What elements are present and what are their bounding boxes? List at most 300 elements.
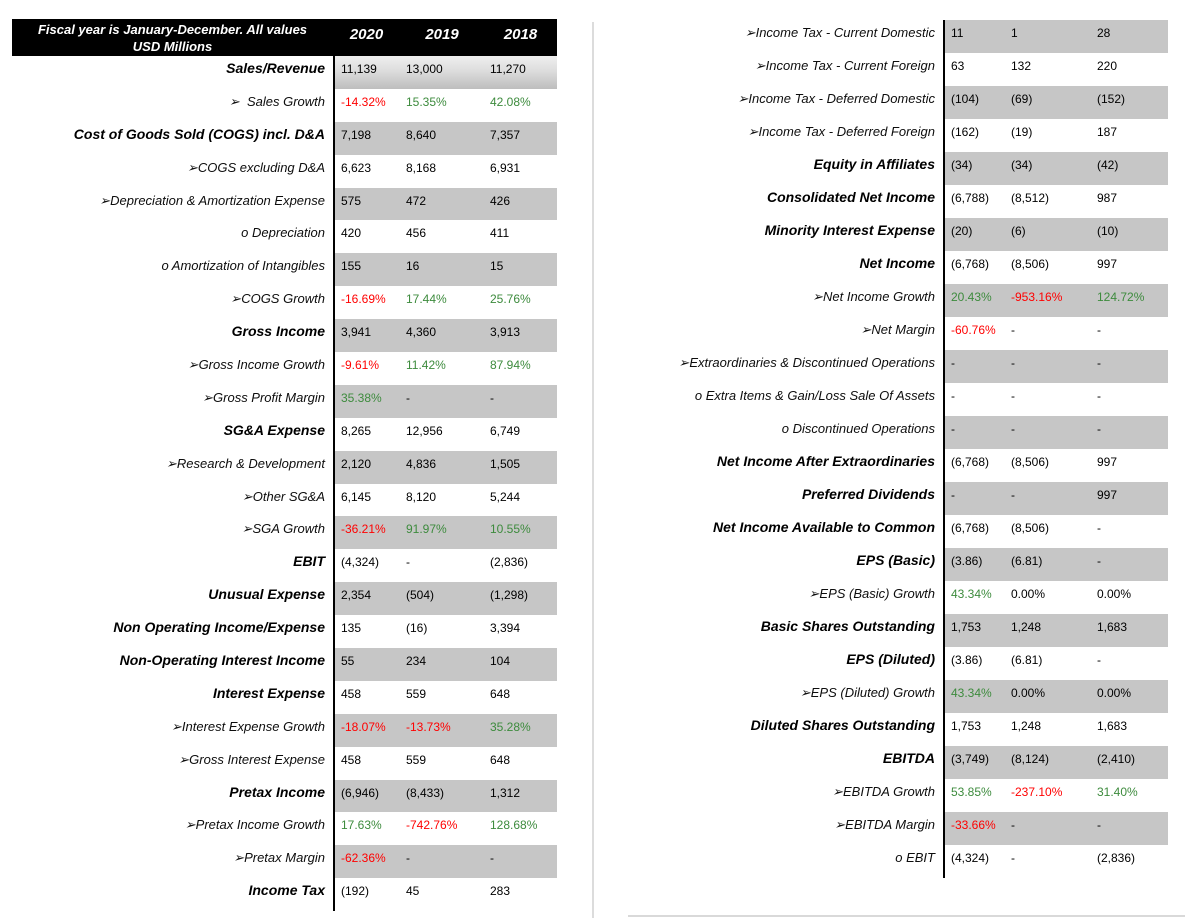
cell-value-2020: 8,265 — [341, 423, 372, 438]
row-values — [943, 746, 1168, 779]
cell-value-2020: 7,198 — [341, 127, 372, 142]
row-label: o Discontinued Operations — [781, 421, 935, 436]
cell-value-2019: - — [1011, 488, 1015, 502]
row-values — [943, 779, 1168, 812]
cell-value-2019: 1,248 — [1011, 620, 1042, 634]
table-title — [12, 19, 333, 56]
cell-value-2018: 87.94% — [490, 358, 531, 373]
table-row — [12, 582, 557, 615]
row-values — [943, 482, 1168, 515]
row-label: o EBIT — [895, 850, 935, 865]
row-label: Equity in Affiliates — [813, 156, 935, 172]
row-label[interactable]: ➢EBITDA Margin — [834, 817, 935, 832]
cell-value-2018: 6,749 — [490, 423, 521, 438]
right-table-body — [620, 20, 1168, 878]
table-row — [12, 615, 557, 648]
cell-value-2020: 3,941 — [341, 325, 372, 340]
row-label[interactable]: ➢Research & Development — [165, 455, 325, 471]
table-row — [12, 714, 557, 747]
table-row — [620, 251, 1168, 284]
column-header-2020: 2020 — [349, 26, 384, 43]
row-label[interactable]: ➢Gross Interest Expense — [178, 751, 325, 767]
cell-value-2018: 997 — [1097, 488, 1118, 502]
cell-value-2019: (8,512) — [1011, 191, 1050, 205]
cell-value-2018: 3,913 — [490, 325, 521, 340]
cell-value-2020: 2,120 — [341, 456, 372, 471]
cell-value-2020: 6,623 — [341, 160, 372, 175]
table-row — [12, 89, 557, 122]
cell-value-2019: - — [1011, 356, 1015, 370]
table-row — [12, 451, 557, 484]
cell-value-2019: (6.81) — [1011, 653, 1043, 667]
cell-value-2020: 458 — [341, 752, 362, 767]
year-columns-header — [333, 19, 557, 56]
table-row — [620, 383, 1168, 416]
table-row — [12, 747, 557, 780]
cell-value-2019: -13.73% — [406, 719, 451, 734]
row-values — [333, 56, 557, 89]
row-values — [943, 581, 1168, 614]
table-row — [12, 352, 557, 385]
cell-value-2019: (6.81) — [1011, 554, 1043, 568]
row-values — [333, 549, 557, 582]
row-label: Consolidated Net Income — [766, 189, 935, 205]
row-values — [943, 284, 1168, 317]
cell-value-2018: 0.00% — [1097, 686, 1132, 700]
row-label[interactable]: ➢COGS Growth — [230, 291, 325, 307]
income-statement-table-right — [620, 20, 1168, 878]
cell-value-2020: -14.32% — [341, 94, 386, 109]
cell-value-2019: 234 — [406, 654, 427, 669]
row-values — [333, 812, 557, 845]
cell-value-2019: 8,120 — [406, 489, 437, 504]
row-values — [333, 681, 557, 714]
cell-value-2019: 472 — [406, 193, 427, 208]
table-row — [620, 53, 1168, 86]
row-values — [943, 383, 1168, 416]
cell-value-2020: (20) — [951, 224, 973, 238]
row-values — [333, 286, 557, 319]
row-values — [943, 647, 1168, 680]
cell-value-2020: -62.36% — [341, 851, 386, 866]
row-label: Basic Shares Outstanding — [760, 618, 935, 634]
table-row — [620, 812, 1168, 845]
table-row — [620, 482, 1168, 515]
cell-value-2020: - — [951, 422, 955, 436]
row-values — [333, 220, 557, 253]
cell-value-2019: - — [406, 555, 410, 570]
cell-value-2019: - — [1011, 818, 1015, 832]
row-label: Non-Operating Interest Income — [119, 652, 325, 669]
cell-value-2020: (3.86) — [951, 653, 983, 667]
cell-value-2018: (10) — [1097, 224, 1119, 238]
row-label: Interest Expense — [212, 684, 325, 701]
row-values — [333, 484, 557, 517]
table-row — [12, 484, 557, 517]
table-row — [12, 220, 557, 253]
cell-value-2018: 104 — [490, 654, 511, 669]
cell-value-2018: 10.55% — [490, 522, 531, 537]
row-values — [943, 680, 1168, 713]
row-label: Minority Interest Expense — [764, 222, 935, 238]
table-row — [12, 780, 557, 813]
table-row — [12, 286, 557, 319]
row-values — [943, 251, 1168, 284]
cell-value-2020: -36.21% — [341, 522, 386, 537]
row-values — [333, 714, 557, 747]
cell-value-2019: - — [1011, 422, 1015, 436]
row-label[interactable]: ➢EPS (Diluted) Growth — [799, 685, 935, 700]
cell-value-2018: - — [490, 851, 494, 866]
row-label[interactable]: ➢ Sales Growth — [228, 93, 325, 109]
row-values — [333, 89, 557, 122]
table-row — [12, 845, 557, 878]
cell-value-2019: - — [1011, 323, 1015, 337]
row-label: Gross Income — [231, 323, 325, 340]
cell-value-2020: 11 — [951, 26, 964, 40]
cell-value-2018: 411 — [490, 226, 510, 241]
cell-value-2018: - — [490, 390, 494, 405]
cell-value-2019: (504) — [406, 588, 435, 603]
cell-value-2019: 12,956 — [406, 423, 443, 438]
row-values — [333, 648, 557, 681]
cell-value-2018: (2,836) — [1097, 851, 1136, 865]
table-title-line2: USD Millions — [132, 38, 213, 54]
row-values — [943, 614, 1168, 647]
row-label[interactable]: ➢EBITDA Growth — [832, 784, 935, 799]
column-header-2019: 2019 — [425, 26, 459, 43]
cell-value-2020: (6,768) — [951, 455, 990, 469]
row-label: EPS (Basic) — [856, 552, 935, 568]
cell-value-2018: 220 — [1097, 59, 1118, 73]
row-values — [333, 516, 557, 549]
row-values — [333, 352, 557, 385]
cell-value-2020: 53.85% — [951, 785, 992, 799]
row-label[interactable]: ➢COGS excluding D&A — [186, 159, 325, 175]
row-label[interactable]: ➢Extraordinaries & Discontinued Operations — [678, 355, 935, 370]
table-row — [12, 812, 557, 845]
cell-value-2020: -18.07% — [341, 719, 386, 734]
cell-value-2019: (8,506) — [1011, 455, 1050, 469]
cell-value-2020: (34) — [951, 158, 973, 172]
row-label[interactable]: ➢Gross Income Growth — [187, 357, 325, 373]
row-label[interactable]: ➢Pretax Margin — [233, 850, 325, 866]
cell-value-2019: 17.44% — [406, 292, 447, 307]
cell-value-2019: 91.97% — [406, 522, 447, 537]
row-values — [333, 780, 557, 813]
cell-value-2018: - — [1097, 818, 1101, 832]
cell-value-2018: - — [1097, 389, 1101, 403]
row-label: Preferred Dividends — [801, 486, 935, 502]
table-row — [620, 680, 1168, 713]
cell-value-2018: 5,244 — [490, 489, 521, 504]
row-values — [333, 122, 557, 155]
cell-value-2019: 132 — [1011, 59, 1032, 73]
row-values — [943, 845, 1168, 878]
row-values — [943, 86, 1168, 119]
row-values — [333, 747, 557, 780]
cell-value-2018: (2,836) — [490, 555, 529, 570]
row-label: Income Tax — [248, 882, 325, 899]
cell-value-2019: -237.10% — [1011, 785, 1063, 799]
cell-value-2020: 135 — [341, 621, 362, 636]
row-label: Diluted Shares Outstanding — [750, 717, 935, 733]
table-row — [12, 56, 557, 89]
cell-value-2020: -16.69% — [341, 292, 386, 307]
table-row — [620, 119, 1168, 152]
cell-value-2019: -742.76% — [406, 818, 458, 833]
cell-value-2020: (3.86) — [951, 554, 983, 568]
cell-value-2019: 45 — [406, 884, 420, 899]
cell-value-2020: 63 — [951, 59, 965, 73]
row-values — [943, 515, 1168, 548]
row-values — [333, 878, 557, 911]
row-label[interactable]: ➢Gross Profit Margin — [202, 389, 325, 405]
row-label[interactable]: ➢Net Margin — [860, 322, 935, 337]
cell-value-2018: - — [1097, 356, 1101, 370]
row-values — [333, 615, 557, 648]
cell-value-2020: (104) — [951, 92, 980, 106]
cell-value-2019: 559 — [406, 752, 427, 767]
table-row — [12, 122, 557, 155]
cell-value-2018: - — [1097, 653, 1101, 667]
cell-value-2019: 1 — [1011, 26, 1018, 40]
cell-value-2018: 426 — [490, 193, 511, 208]
row-values — [333, 418, 557, 451]
row-label[interactable]: ➢Other SG&A — [241, 488, 325, 504]
row-label[interactable]: ➢Interest Expense Growth — [171, 718, 325, 734]
cell-value-2020: 1,753 — [951, 620, 982, 634]
cell-value-2018: 124.72% — [1097, 290, 1145, 304]
cell-value-2020: 43.34% — [951, 686, 992, 700]
row-label[interactable]: ➢SGA Growth — [241, 521, 325, 537]
cell-value-2019: 13,000 — [406, 62, 443, 76]
table-row — [620, 317, 1168, 350]
table-row — [12, 516, 557, 549]
cell-value-2019: (8,124) — [1011, 752, 1050, 766]
cell-value-2018: 25.76% — [490, 292, 531, 307]
table-row — [620, 350, 1168, 383]
cell-value-2018: 31.40% — [1097, 785, 1138, 799]
cell-value-2020: (6,788) — [951, 191, 990, 205]
cell-value-2018: 997 — [1097, 257, 1118, 271]
cell-value-2018: 7,357 — [490, 127, 521, 142]
row-values — [333, 385, 557, 418]
row-label[interactable]: ➢EPS (Basic) Growth — [808, 586, 935, 601]
panel-divider-line — [592, 22, 594, 918]
cell-value-2018: 987 — [1097, 191, 1118, 205]
cell-value-2020: - — [951, 356, 955, 370]
row-values — [333, 845, 557, 878]
cell-value-2019: - — [1011, 851, 1015, 865]
cell-value-2019: 8,640 — [406, 127, 437, 142]
cell-value-2018: (152) — [1097, 92, 1126, 106]
row-values — [943, 317, 1168, 350]
row-label: EPS (Diluted) — [846, 651, 935, 667]
row-values — [943, 713, 1168, 746]
cell-value-2018: (1,298) — [490, 588, 529, 603]
cell-value-2020: 420 — [341, 226, 362, 241]
table-row — [12, 418, 557, 451]
row-label: Sales/Revenue — [226, 60, 325, 76]
table-row — [620, 746, 1168, 779]
cell-value-2019: (34) — [1011, 158, 1033, 172]
row-label: Net Income After Extraordinaries — [716, 453, 935, 469]
cell-value-2019: (19) — [1011, 125, 1033, 139]
cell-value-2018: 6,931 — [490, 160, 521, 175]
row-label: o Amortization of Intangibles — [161, 258, 325, 274]
cell-value-2019: 4,360 — [406, 325, 437, 340]
row-label[interactable]: ➢Income Tax - Deferred Domestic — [737, 91, 935, 106]
row-values — [943, 152, 1168, 185]
cell-value-2019: 559 — [406, 686, 427, 701]
table-row — [620, 845, 1168, 878]
cell-value-2018: 15 — [490, 259, 504, 274]
table-row — [620, 218, 1168, 251]
cell-value-2018: 1,505 — [490, 456, 521, 471]
table-row — [12, 648, 557, 681]
row-values — [943, 185, 1168, 218]
cell-value-2019: (69) — [1011, 92, 1033, 106]
cell-value-2020: 1,753 — [951, 719, 982, 733]
cell-value-2020: 575 — [341, 193, 362, 208]
table-row — [12, 155, 557, 188]
cell-value-2019: (8,506) — [1011, 257, 1050, 271]
table-row — [620, 779, 1168, 812]
row-values — [943, 119, 1168, 152]
cell-value-2018: 187 — [1097, 125, 1118, 139]
table-row — [620, 614, 1168, 647]
table-row — [620, 548, 1168, 581]
cell-value-2019: 11.42% — [406, 358, 446, 373]
cell-value-2018: 1,683 — [1097, 620, 1128, 634]
cell-value-2019: 1,248 — [1011, 719, 1042, 733]
column-header-2018: 2018 — [503, 26, 538, 43]
cell-value-2020: 155 — [341, 259, 362, 274]
row-label[interactable]: ➢Depreciation & Amortization Expense — [99, 192, 325, 208]
cell-value-2018: 35.28% — [490, 719, 531, 734]
table-row — [620, 416, 1168, 449]
cell-value-2020: 17.63% — [341, 818, 382, 833]
cell-value-2020: (6,768) — [951, 521, 990, 535]
cell-value-2018: - — [1097, 521, 1101, 535]
cell-value-2020: (6,946) — [341, 785, 380, 800]
cell-value-2018: 283 — [490, 884, 511, 899]
cell-value-2018: - — [1097, 323, 1101, 337]
row-values — [333, 451, 557, 484]
cell-value-2020: (4,324) — [341, 555, 380, 570]
cell-value-2019: - — [1011, 389, 1015, 403]
cell-value-2020: 6,145 — [341, 489, 372, 504]
cell-value-2019: - — [406, 390, 410, 405]
cell-value-2018: 648 — [490, 752, 511, 767]
cell-value-2018: 997 — [1097, 455, 1118, 469]
row-values — [333, 582, 557, 615]
cell-value-2020: - — [951, 389, 955, 403]
cell-value-2020: - — [951, 488, 955, 502]
table-row — [12, 319, 557, 352]
row-values — [943, 218, 1168, 251]
cell-value-2020: -9.61% — [341, 358, 380, 373]
cell-value-2018: 28 — [1097, 26, 1111, 40]
cell-value-2020: 11,139 — [341, 62, 377, 76]
cell-value-2020: (3,749) — [951, 752, 990, 766]
row-values — [943, 350, 1168, 383]
table-row — [620, 515, 1168, 548]
table-row — [12, 188, 557, 221]
cell-value-2019: 8,168 — [406, 160, 437, 175]
left-table-body — [12, 56, 557, 911]
table-row — [12, 878, 557, 911]
row-label: Cost of Goods Sold (COGS) incl. D&A — [73, 125, 325, 142]
table-row — [620, 581, 1168, 614]
cell-value-2020: -60.76% — [951, 323, 996, 337]
cell-value-2019: 0.00% — [1011, 686, 1046, 700]
row-label[interactable]: ➢Net Income Growth — [812, 289, 935, 304]
row-values — [943, 20, 1168, 53]
cell-value-2019: 16 — [406, 259, 420, 274]
cell-value-2019: (16) — [406, 621, 428, 636]
cell-value-2018: 128.68% — [490, 818, 538, 833]
row-label[interactable]: ➢Pretax Income Growth — [184, 817, 325, 833]
row-values — [333, 253, 557, 286]
cell-value-2018: 1,312 — [490, 785, 521, 800]
row-values — [943, 548, 1168, 581]
table-row — [620, 284, 1168, 317]
cell-value-2018: - — [1097, 422, 1101, 436]
row-values — [943, 416, 1168, 449]
table-header — [12, 19, 557, 56]
table-row — [620, 449, 1168, 482]
cell-value-2019: - — [406, 851, 410, 866]
cell-value-2020: (162) — [951, 125, 980, 139]
row-label: Net Income Available to Common — [713, 519, 935, 535]
cell-value-2019: 4,836 — [406, 456, 437, 471]
table-row — [12, 549, 557, 582]
cell-value-2019: 456 — [406, 226, 427, 241]
row-label[interactable]: ➢Income Tax - Current Foreign — [754, 58, 935, 73]
row-label[interactable]: ➢Income Tax - Current Domestic — [744, 25, 935, 40]
row-label[interactable]: ➢Income Tax - Deferred Foreign — [747, 124, 935, 139]
row-values — [943, 449, 1168, 482]
row-label: EBITDA — [882, 750, 935, 766]
row-values — [333, 188, 557, 221]
cell-value-2018: 1,683 — [1097, 719, 1128, 733]
row-label: Unusual Expense — [208, 586, 325, 603]
table-row — [12, 385, 557, 418]
cell-value-2019: 0.00% — [1011, 587, 1046, 601]
cell-value-2020: 2,354 — [341, 588, 372, 603]
cell-value-2019: (6) — [1011, 224, 1026, 238]
cell-value-2020: 43.34% — [951, 587, 992, 601]
cell-value-2018: - — [1097, 554, 1101, 568]
cell-value-2020: 458 — [341, 686, 362, 701]
table-row — [620, 185, 1168, 218]
table-row — [12, 253, 557, 286]
row-label: EBIT — [293, 553, 325, 570]
row-label: SG&A Expense — [223, 421, 325, 438]
table-row — [620, 20, 1168, 53]
cell-value-2018: 11,270 — [490, 62, 526, 76]
row-label: Non Operating Income/Expense — [113, 619, 325, 636]
cell-value-2018: 0.00% — [1097, 587, 1132, 601]
row-values — [943, 812, 1168, 845]
cell-value-2020: -33.66% — [951, 818, 996, 832]
row-values — [943, 53, 1168, 86]
table-row — [620, 647, 1168, 680]
row-values — [333, 155, 557, 188]
table-row — [620, 152, 1168, 185]
